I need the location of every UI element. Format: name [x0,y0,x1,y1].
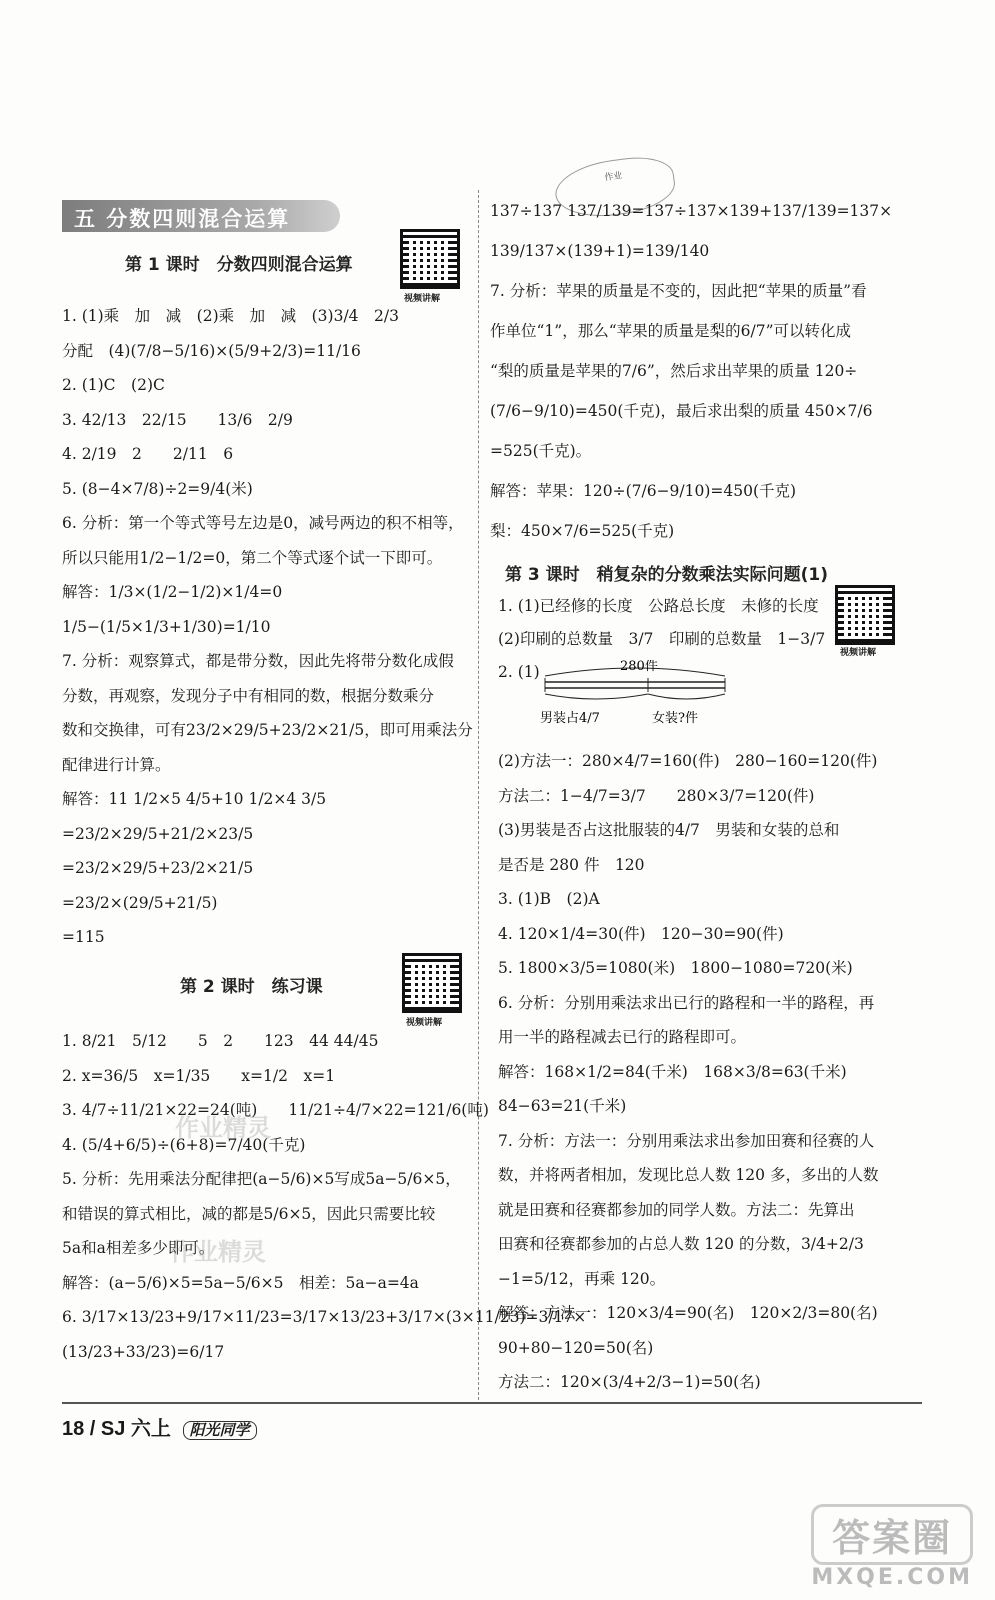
answer-line: 1. (1)乘 加 减 (2)乘 加 减 (3)3/4 2/3 [62,307,399,325]
lesson-3-title: 第 3 课时 稍复杂的分数乘法实际问题(1) [505,565,829,585]
site-watermark [811,1504,973,1590]
answer-line: 就是田赛和径赛都参加的同学人数。方法二：先算出 [498,1200,855,1219]
answer-line: −1=5/12，再乘 120。 [498,1269,666,1288]
bar-diagram [540,660,730,730]
answer-line: 7. 分析：苹果的质量是不变的，因此把“苹果的质量”看 [490,282,867,300]
watermark-url: MXQE.COM [811,1565,973,1590]
qr-label: 视频讲解 [406,1018,443,1028]
answer-line: 解答：168×1/2=84(千米) 168×3/8=63(千米) [498,1062,847,1081]
answer-line: 3. 42/13 22/15 13/6 2/9 [62,410,293,429]
answer-line: (2)印刷的总数量 3/7 印刷的总数量 1−3/7 [498,630,826,648]
lesson-1-title: 第 1 课时 分数四则混合运算 [125,255,353,275]
answer-line: 139/137×(139+1)=139/140 [490,242,710,260]
qr-label: 视频讲解 [404,294,441,304]
section-banner [62,200,340,232]
section-title: 五 分数四则混合运算 [74,207,291,231]
answer-line: 7. 分析：方法一：分别用乘法求出参加田赛和径赛的人 [498,1131,875,1150]
answer-line: 5. 1800×3/5=1080(米) 1800−1080=720(米) [498,959,853,977]
qr-code-icon[interactable] [405,956,459,1010]
answer-line: 2. (1) [498,663,540,681]
answer-line: (13/23+33/23)=6/17 [62,1342,225,1361]
answer-line: =23/2×(29/5+21/5) [62,893,218,912]
answer-line: 90+80−120=50(名) [498,1338,654,1357]
answer-line: 4. 2/19 2 2/11 6 [62,445,234,463]
faded-watermark: 作业精灵 [170,1238,266,1266]
answer-line: 梨：450×7/6=525(千克) [490,522,675,540]
answer-line: =115 [62,928,105,946]
answer-line: 84−63=21(千米) [498,1097,627,1115]
watermark-title: 答案圈 [811,1504,973,1565]
answer-line: 和错误的算式相比，减的都是5/6×5，因此只需要比较 [62,1204,436,1223]
column-divider [478,190,479,1400]
answer-line: 1/5−(1/5×1/3+1/30)=1/10 [62,617,271,636]
answer-line: 137÷137 137/139=137÷137×139+137/139=137× [490,202,893,220]
answer-line: 解答：11 1/2×5 4/5+10 1/2×4 3/5 [62,790,327,808]
answer-line: 4. 120×1/4=30(件) 120−30=90(件) [498,924,784,943]
answer-line: =525(千克)。 [490,442,592,460]
answer-line: 7. 分析：观察算式，都是带分数，因此先将带分数化成假 [62,652,454,670]
answer-line: 4. (5/4+6/5)÷(6+8)=7/40(千克) [62,1135,306,1154]
answer-line: 数，并将两者相加，发现比总人数 120 多，多出的人数 [498,1166,879,1184]
faded-watermark: 作业精灵 [175,1114,271,1142]
handwritten-stamp: 作业 [552,152,678,223]
answer-line: 5. 分析：先用乘法分配律把(a−5/6)×5写成5a−5/6×5， [62,1170,461,1188]
diagram-men-label: 男装占4/7 [540,711,600,726]
qr-code-icon[interactable] [838,588,892,642]
answer-line: 3. (1)B (2)A [498,890,600,908]
lesson-2-title: 第 2 课时 练习课 [180,977,323,997]
answer-line: 配律进行计算。 [62,755,171,774]
answer-line: 解答：方法一：120×3/4=90(名) 120×2/3=80(名) [498,1304,878,1322]
answer-line: 作单位“1”，那么“苹果的质量是梨的6/7”可以转化成 [490,322,852,340]
qr-code-icon[interactable] [403,232,457,286]
answer-line: 数和交换律，可有23/2×29/5+23/2×21/5，即可用乘法分 [62,721,473,739]
answer-line: 方法二：1−4/7=3/7 280×3/7=120(件) [498,786,815,805]
answer-line: “梨的质量是苹果的7/6”，然后求出苹果的质量 120÷ [490,362,858,380]
answer-line: (3)男装是否占这批服装的4/7 男装和女装的总和 [498,821,840,839]
answer-line: 3. 4/7÷11/21×22=24(吨) 11/21÷4/7×22=121/6(吨) [62,1101,489,1119]
answer-line: 2. (1)C (2)C [62,376,165,394]
answer-line: (7/6−9/10)=450(千克)，最后求出梨的质量 450×7/6 [490,402,873,420]
footer-rule [62,1402,922,1404]
answer-line: 2. x=36/5 x=1/35 x=1/2 x=1 [62,1066,336,1085]
qr-label: 视频讲解 [840,648,877,658]
answer-line: 5. (8−4×7/8)÷2=9/4(米) [62,479,253,498]
answer-line: 田赛和径赛都参加的占总人数 120 的分数，3/4+2/3 [498,1235,864,1253]
diagram-total-label: 280件 [620,660,658,674]
answer-line: 解答：(a−5/6)×5=5a−5/6×5 相差：5a−a=4a [62,1273,419,1292]
answer-line: 方法二：120×(3/4+2/3−1)=50(名) [498,1373,761,1391]
answer-line: 分数，再观察，发现分子中有相同的数，根据分数乘分 [62,686,435,705]
answer-line: 6. 分析：分别用乘法求出已行的路程和一半的路程，再 [498,993,875,1012]
answer-line: 1. 8/21 5/12 5 2 123 44 44/45 [62,1032,379,1050]
footer [62,1412,257,1441]
answer-line: 是否是 280 件 120 [498,855,645,874]
page-number: 18 / SJ 六上 [62,1418,171,1440]
answer-line: =23/2×29/5+23/2×21/5 [62,859,254,877]
answer-line: 解答：苹果：120÷(7/6−9/10)=450(千克) [490,482,797,500]
answer-line: 分配 (4)(7/8−5/16)×(5/9+2/3)=11/16 [62,341,361,360]
answer-line: =23/2×29/5+21/2×23/5 [62,824,254,843]
answer-line: 解答：1/3×(1/2−1/2)×1/4=0 [62,583,283,601]
diagram-women-label: 女装?件 [652,711,698,726]
answer-line: 5a和a相差多少即可。 [62,1239,215,1257]
answer-line: 6. 分析：第一个等式等号左边是0，减号两边的积不相等， [62,514,464,532]
brand-logo: 阳光同学 [183,1421,257,1440]
answer-line: 所以只能用1/2−1/2=0，第二个等式逐个试一下即可。 [62,548,443,567]
answer-line: 1. (1)已经修的长度 公路总长度 未修的长度 [498,597,819,615]
answer-line: (2)方法一：280×4/7=160(件) 280−160=120(件) [498,752,878,770]
answer-line: 6. 3/17×13/23+9/17×11/23=3/17×13/23+3/17×(3×11/23)=3/17× [62,1308,587,1326]
answer-line: 用一半的路程减去已行的路程即可。 [498,1028,747,1046]
